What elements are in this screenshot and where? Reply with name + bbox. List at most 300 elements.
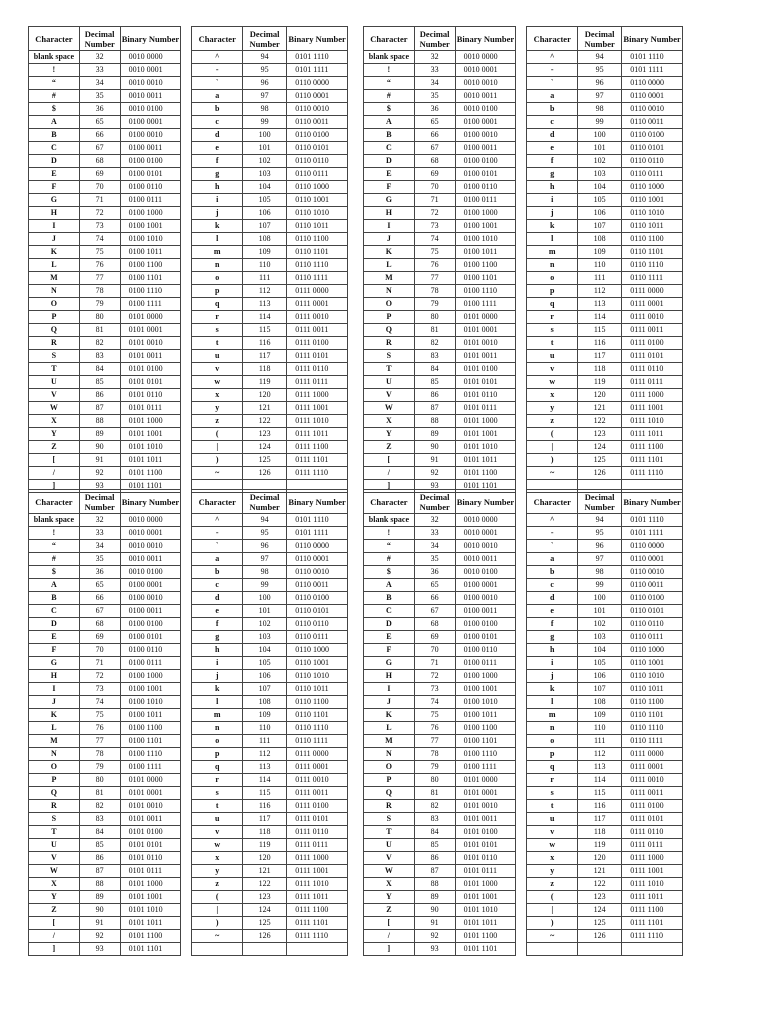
table-row bbox=[29, 605, 348, 618]
decimal-cell: 67 bbox=[79, 605, 120, 618]
binary-cell: 0110 0000 bbox=[287, 77, 348, 90]
binary-cell: 0100 1011 bbox=[455, 246, 516, 259]
column-gap bbox=[181, 298, 192, 311]
decimal-cell: 86 bbox=[79, 389, 120, 402]
character-cell: J bbox=[364, 233, 415, 246]
column-gap bbox=[181, 540, 192, 553]
character-cell: x bbox=[192, 389, 243, 402]
table-row bbox=[29, 748, 348, 761]
character-cell: y bbox=[192, 865, 243, 878]
character-cell: q bbox=[192, 298, 243, 311]
decimal-cell: 116 bbox=[578, 337, 622, 350]
decimal-cell: 74 bbox=[414, 233, 455, 246]
character-cell: ) bbox=[192, 454, 243, 467]
column-gap bbox=[516, 605, 527, 618]
table-row bbox=[29, 207, 348, 220]
column-gap bbox=[181, 129, 192, 142]
binary-cell: 0110 0001 bbox=[287, 553, 348, 566]
binary-cell: 0110 1000 bbox=[622, 181, 683, 194]
character-cell: D bbox=[364, 618, 415, 631]
binary-cell: 0110 0011 bbox=[622, 579, 683, 592]
decimal-cell: 89 bbox=[79, 428, 120, 441]
binary-cell: 0100 1110 bbox=[120, 748, 181, 761]
header-character: Character bbox=[527, 490, 578, 514]
binary-cell: 0100 1010 bbox=[120, 696, 181, 709]
decimal-cell: 36 bbox=[414, 566, 455, 579]
column-gap bbox=[516, 246, 527, 259]
decimal-cell: 120 bbox=[243, 852, 287, 865]
binary-cell: 0110 0010 bbox=[287, 103, 348, 116]
binary-cell: 0101 1000 bbox=[455, 878, 516, 891]
decimal-cell: 92 bbox=[79, 930, 120, 943]
decimal-cell: 89 bbox=[414, 428, 455, 441]
column-gap bbox=[181, 839, 192, 852]
character-cell: z bbox=[192, 415, 243, 428]
column-gap bbox=[181, 168, 192, 181]
decimal-cell: 74 bbox=[79, 696, 120, 709]
decimal-cell: 90 bbox=[79, 904, 120, 917]
binary-cell: 0111 0100 bbox=[287, 337, 348, 350]
binary-cell: 0110 0100 bbox=[287, 129, 348, 142]
decimal-cell: 94 bbox=[578, 514, 622, 527]
decimal-cell: 88 bbox=[79, 415, 120, 428]
binary-cell: 0110 0011 bbox=[622, 116, 683, 129]
character-cell: O bbox=[29, 761, 80, 774]
binary-cell: 0010 0011 bbox=[120, 553, 181, 566]
decimal-cell: 75 bbox=[414, 246, 455, 259]
column-gap bbox=[516, 233, 527, 246]
decimal-cell: 100 bbox=[578, 592, 622, 605]
table-row bbox=[364, 454, 683, 467]
character-cell: ) bbox=[527, 454, 578, 467]
character-cell: Q bbox=[29, 324, 80, 337]
binary-cell: 0110 1100 bbox=[287, 696, 348, 709]
table-row bbox=[29, 800, 348, 813]
decimal-cell: 106 bbox=[578, 670, 622, 683]
decimal-cell: 32 bbox=[79, 51, 120, 64]
binary-cell: 0111 1011 bbox=[287, 428, 348, 441]
table-row bbox=[364, 891, 683, 904]
decimal-cell: 87 bbox=[79, 865, 120, 878]
column-gap bbox=[181, 787, 192, 800]
table-row bbox=[364, 155, 683, 168]
character-cell: R bbox=[29, 800, 80, 813]
column-gap bbox=[516, 259, 527, 272]
decimal-cell: 124 bbox=[243, 904, 287, 917]
character-cell: Z bbox=[364, 904, 415, 917]
character-cell: M bbox=[364, 272, 415, 285]
character-cell: F bbox=[364, 644, 415, 657]
column-gap bbox=[181, 553, 192, 566]
decimal-cell: 116 bbox=[243, 337, 287, 350]
table-row bbox=[29, 839, 348, 852]
table-row bbox=[364, 514, 683, 527]
binary-cell: 0100 1000 bbox=[455, 670, 516, 683]
table-row bbox=[364, 761, 683, 774]
character-cell: i bbox=[527, 194, 578, 207]
decimal-cell: 79 bbox=[79, 761, 120, 774]
binary-cell: 0101 0101 bbox=[120, 839, 181, 852]
header-binary-number: Binary Number bbox=[120, 27, 181, 51]
binary-cell: 0100 1100 bbox=[455, 722, 516, 735]
decimal-cell: 119 bbox=[578, 376, 622, 389]
character-cell: - bbox=[192, 64, 243, 77]
character-cell: y bbox=[192, 402, 243, 415]
character-cell: O bbox=[364, 298, 415, 311]
decimal-cell: 86 bbox=[414, 389, 455, 402]
column-gap bbox=[516, 490, 527, 514]
binary-cell: 0101 0101 bbox=[120, 376, 181, 389]
column-gap bbox=[181, 696, 192, 709]
character-cell: x bbox=[527, 852, 578, 865]
character-cell: C bbox=[29, 605, 80, 618]
decimal-cell: 67 bbox=[414, 142, 455, 155]
table-row bbox=[364, 389, 683, 402]
character-cell: W bbox=[364, 402, 415, 415]
binary-cell: 0101 0001 bbox=[120, 787, 181, 800]
column-gap bbox=[516, 930, 527, 943]
table-row bbox=[364, 376, 683, 389]
binary-cell: 0111 0101 bbox=[622, 813, 683, 826]
table-row bbox=[364, 566, 683, 579]
decimal-cell: 104 bbox=[578, 644, 622, 657]
decimal-cell: 102 bbox=[578, 618, 622, 631]
character-cell: c bbox=[527, 579, 578, 592]
binary-cell: 0010 0100 bbox=[455, 566, 516, 579]
decimal-cell: 110 bbox=[578, 722, 622, 735]
table-row bbox=[29, 878, 348, 891]
character-cell: / bbox=[364, 930, 415, 943]
decimal-cell: 122 bbox=[578, 878, 622, 891]
decimal-cell: 109 bbox=[578, 246, 622, 259]
decimal-cell: 82 bbox=[414, 337, 455, 350]
binary-cell: 0110 1011 bbox=[287, 683, 348, 696]
binary-cell: 0111 0111 bbox=[287, 839, 348, 852]
column-gap bbox=[516, 298, 527, 311]
character-cell: G bbox=[29, 657, 80, 670]
decimal-cell: 123 bbox=[578, 428, 622, 441]
table-row bbox=[364, 865, 683, 878]
header-row bbox=[29, 490, 348, 514]
binary-cell: 0111 1101 bbox=[287, 454, 348, 467]
column-gap bbox=[516, 402, 527, 415]
decimal-cell: 66 bbox=[414, 592, 455, 605]
decimal-cell: 106 bbox=[243, 670, 287, 683]
decimal-cell: 83 bbox=[414, 813, 455, 826]
binary-cell: 0100 0101 bbox=[120, 168, 181, 181]
character-cell: # bbox=[364, 553, 415, 566]
character-cell: R bbox=[364, 800, 415, 813]
decimal-cell: 71 bbox=[414, 194, 455, 207]
column-gap bbox=[516, 415, 527, 428]
binary-cell: 0100 0111 bbox=[120, 657, 181, 670]
table-row bbox=[364, 207, 683, 220]
binary-cell: 0111 1001 bbox=[622, 865, 683, 878]
character-cell: h bbox=[192, 181, 243, 194]
header-character: Character bbox=[29, 490, 80, 514]
column-gap bbox=[181, 490, 192, 514]
binary-cell: 0110 0100 bbox=[287, 592, 348, 605]
binary-cell: 0101 0001 bbox=[455, 324, 516, 337]
character-cell: D bbox=[29, 618, 80, 631]
binary-cell: 0110 0001 bbox=[287, 90, 348, 103]
decimal-cell: 68 bbox=[414, 618, 455, 631]
decimal-cell: 119 bbox=[243, 376, 287, 389]
column-gap bbox=[181, 64, 192, 77]
column-gap bbox=[516, 631, 527, 644]
table-row bbox=[364, 709, 683, 722]
decimal-cell: 81 bbox=[79, 324, 120, 337]
character-cell: ^ bbox=[192, 514, 243, 527]
decimal-cell: 82 bbox=[79, 800, 120, 813]
binary-cell: 0010 0100 bbox=[120, 566, 181, 579]
character-cell: B bbox=[364, 592, 415, 605]
character-cell: m bbox=[527, 246, 578, 259]
column-gap bbox=[516, 813, 527, 826]
column-gap bbox=[181, 337, 192, 350]
character-cell: a bbox=[527, 90, 578, 103]
character-cell bbox=[192, 943, 243, 956]
decimal-cell: 95 bbox=[578, 527, 622, 540]
column-gap bbox=[516, 852, 527, 865]
character-cell: T bbox=[29, 363, 80, 376]
decimal-cell: 107 bbox=[578, 683, 622, 696]
decimal-cell: 83 bbox=[414, 350, 455, 363]
table-row bbox=[364, 683, 683, 696]
decimal-cell: 78 bbox=[79, 748, 120, 761]
decimal-cell: 120 bbox=[243, 389, 287, 402]
character-cell: W bbox=[364, 865, 415, 878]
decimal-cell: 86 bbox=[79, 852, 120, 865]
character-cell: I bbox=[29, 220, 80, 233]
binary-cell: 0010 0000 bbox=[455, 51, 516, 64]
decimal-cell: 69 bbox=[79, 168, 120, 181]
table-row bbox=[29, 657, 348, 670]
table-row bbox=[364, 839, 683, 852]
decimal-cell: 83 bbox=[79, 813, 120, 826]
column-gap bbox=[181, 259, 192, 272]
character-cell: v bbox=[192, 363, 243, 376]
binary-cell: 0100 1001 bbox=[120, 683, 181, 696]
character-cell: i bbox=[192, 194, 243, 207]
ascii-table bbox=[28, 26, 348, 493]
character-cell: r bbox=[527, 311, 578, 324]
binary-cell: 0111 0010 bbox=[287, 311, 348, 324]
column-gap bbox=[516, 696, 527, 709]
decimal-cell: 77 bbox=[79, 735, 120, 748]
binary-cell: 0100 1111 bbox=[455, 298, 516, 311]
character-cell: “ bbox=[364, 540, 415, 553]
character-cell: G bbox=[364, 657, 415, 670]
character-cell: X bbox=[364, 878, 415, 891]
character-cell: m bbox=[192, 246, 243, 259]
binary-cell: 0101 0110 bbox=[455, 852, 516, 865]
binary-cell: 0101 1001 bbox=[120, 428, 181, 441]
character-cell: # bbox=[29, 90, 80, 103]
header-binary-number: Binary Number bbox=[287, 27, 348, 51]
character-cell: L bbox=[29, 259, 80, 272]
decimal-cell: 108 bbox=[578, 696, 622, 709]
binary-cell: 0101 0110 bbox=[120, 852, 181, 865]
decimal-cell: 114 bbox=[578, 311, 622, 324]
decimal-cell: 78 bbox=[79, 285, 120, 298]
character-cell: I bbox=[29, 683, 80, 696]
decimal-cell: 87 bbox=[414, 865, 455, 878]
binary-cell: 0100 0010 bbox=[455, 129, 516, 142]
character-cell: j bbox=[527, 207, 578, 220]
character-cell: w bbox=[527, 376, 578, 389]
decimal-cell: 101 bbox=[243, 605, 287, 618]
character-cell: # bbox=[364, 90, 415, 103]
decimal-cell: 113 bbox=[243, 761, 287, 774]
decimal-cell: 65 bbox=[79, 116, 120, 129]
binary-cell: 0111 0100 bbox=[287, 800, 348, 813]
decimal-cell: 68 bbox=[79, 618, 120, 631]
character-cell: [ bbox=[364, 454, 415, 467]
character-cell: r bbox=[527, 774, 578, 787]
character-cell: / bbox=[364, 467, 415, 480]
binary-cell bbox=[287, 943, 348, 956]
character-cell: p bbox=[192, 285, 243, 298]
character-cell: e bbox=[527, 605, 578, 618]
character-cell: N bbox=[364, 748, 415, 761]
decimal-cell: 104 bbox=[578, 181, 622, 194]
table-row bbox=[29, 540, 348, 553]
character-cell: [ bbox=[364, 917, 415, 930]
binary-cell: 0111 0000 bbox=[622, 285, 683, 298]
decimal-cell: 95 bbox=[243, 527, 287, 540]
decimal-cell: 68 bbox=[414, 155, 455, 168]
decimal-cell: 122 bbox=[243, 415, 287, 428]
decimal-cell: 110 bbox=[243, 259, 287, 272]
column-gap bbox=[181, 865, 192, 878]
character-cell: P bbox=[29, 774, 80, 787]
character-cell: x bbox=[527, 389, 578, 402]
binary-cell: 0101 0010 bbox=[455, 337, 516, 350]
decimal-cell: 96 bbox=[578, 540, 622, 553]
header-binary-number: Binary Number bbox=[455, 490, 516, 514]
table-row bbox=[364, 787, 683, 800]
decimal-cell: 98 bbox=[578, 566, 622, 579]
decimal-cell: 109 bbox=[243, 246, 287, 259]
table-row bbox=[364, 540, 683, 553]
character-cell: l bbox=[192, 233, 243, 246]
binary-cell: 0111 0011 bbox=[622, 787, 683, 800]
column-gap bbox=[181, 467, 192, 480]
column-gap bbox=[516, 77, 527, 90]
binary-cell: 0100 0001 bbox=[455, 579, 516, 592]
character-cell: n bbox=[192, 259, 243, 272]
character-cell: b bbox=[527, 103, 578, 116]
character-cell: E bbox=[29, 631, 80, 644]
decimal-cell: 91 bbox=[414, 454, 455, 467]
binary-cell: 0101 1100 bbox=[455, 467, 516, 480]
decimal-cell: 34 bbox=[79, 540, 120, 553]
binary-cell: 0101 1001 bbox=[455, 891, 516, 904]
decimal-cell: 34 bbox=[79, 77, 120, 90]
table-row bbox=[29, 337, 348, 350]
binary-cell: 0110 1011 bbox=[287, 220, 348, 233]
character-cell: Z bbox=[29, 441, 80, 454]
column-gap bbox=[516, 64, 527, 77]
binary-cell: 0100 1000 bbox=[120, 207, 181, 220]
binary-cell: 0110 0010 bbox=[622, 103, 683, 116]
table-row bbox=[364, 826, 683, 839]
binary-cell: 0110 1001 bbox=[287, 657, 348, 670]
decimal-cell: 84 bbox=[414, 826, 455, 839]
column-gap bbox=[181, 27, 192, 51]
header-decimal-number: Decimal Number bbox=[578, 490, 622, 514]
decimal-cell: 73 bbox=[414, 220, 455, 233]
character-cell: U bbox=[364, 839, 415, 852]
decimal-cell: 88 bbox=[414, 878, 455, 891]
binary-cell: 0111 1110 bbox=[622, 467, 683, 480]
binary-cell: 0100 1110 bbox=[120, 285, 181, 298]
table-row bbox=[364, 670, 683, 683]
binary-cell: 0101 0011 bbox=[120, 813, 181, 826]
decimal-cell: 66 bbox=[79, 129, 120, 142]
binary-cell: 0111 1011 bbox=[287, 891, 348, 904]
binary-cell: 0110 0110 bbox=[287, 155, 348, 168]
header-decimal-number: Decimal Number bbox=[243, 490, 287, 514]
decimal-cell: 102 bbox=[578, 155, 622, 168]
character-cell: M bbox=[29, 735, 80, 748]
table-row bbox=[29, 670, 348, 683]
header-decimal-number: Decimal Number bbox=[243, 27, 287, 51]
binary-cell: 0100 1101 bbox=[455, 272, 516, 285]
decimal-cell: 72 bbox=[414, 670, 455, 683]
decimal-cell: 117 bbox=[243, 813, 287, 826]
binary-cell: 0100 0110 bbox=[455, 644, 516, 657]
column-gap bbox=[516, 142, 527, 155]
character-cell: P bbox=[29, 311, 80, 324]
binary-cell: 0110 0101 bbox=[287, 142, 348, 155]
binary-cell: 0101 0001 bbox=[120, 324, 181, 337]
table-row bbox=[364, 64, 683, 77]
character-cell: o bbox=[527, 272, 578, 285]
character-cell: E bbox=[364, 168, 415, 181]
character-cell: J bbox=[364, 696, 415, 709]
binary-cell: 0110 1001 bbox=[622, 657, 683, 670]
binary-cell: 0100 1110 bbox=[455, 285, 516, 298]
binary-cell: 0100 0110 bbox=[455, 181, 516, 194]
column-gap bbox=[181, 90, 192, 103]
character-cell: blank space bbox=[364, 51, 415, 64]
binary-cell: 0010 0001 bbox=[455, 64, 516, 77]
binary-cell: 0100 0101 bbox=[120, 631, 181, 644]
binary-cell: 0111 0101 bbox=[287, 813, 348, 826]
table-row bbox=[29, 64, 348, 77]
character-cell: “ bbox=[364, 77, 415, 90]
binary-cell: 0010 0001 bbox=[120, 527, 181, 540]
binary-cell: 0111 0111 bbox=[622, 376, 683, 389]
character-cell: w bbox=[192, 376, 243, 389]
decimal-cell: 119 bbox=[243, 839, 287, 852]
character-cell: Y bbox=[29, 891, 80, 904]
decimal-cell: 97 bbox=[243, 90, 287, 103]
character-cell: ) bbox=[192, 917, 243, 930]
table-row bbox=[364, 142, 683, 155]
column-gap bbox=[181, 142, 192, 155]
character-cell: i bbox=[192, 657, 243, 670]
character-cell: S bbox=[364, 813, 415, 826]
character-cell: M bbox=[29, 272, 80, 285]
column-gap bbox=[181, 670, 192, 683]
header-character: Character bbox=[527, 27, 578, 51]
binary-cell: 0100 1010 bbox=[455, 233, 516, 246]
column-gap bbox=[516, 389, 527, 402]
binary-cell: 0100 0100 bbox=[120, 155, 181, 168]
